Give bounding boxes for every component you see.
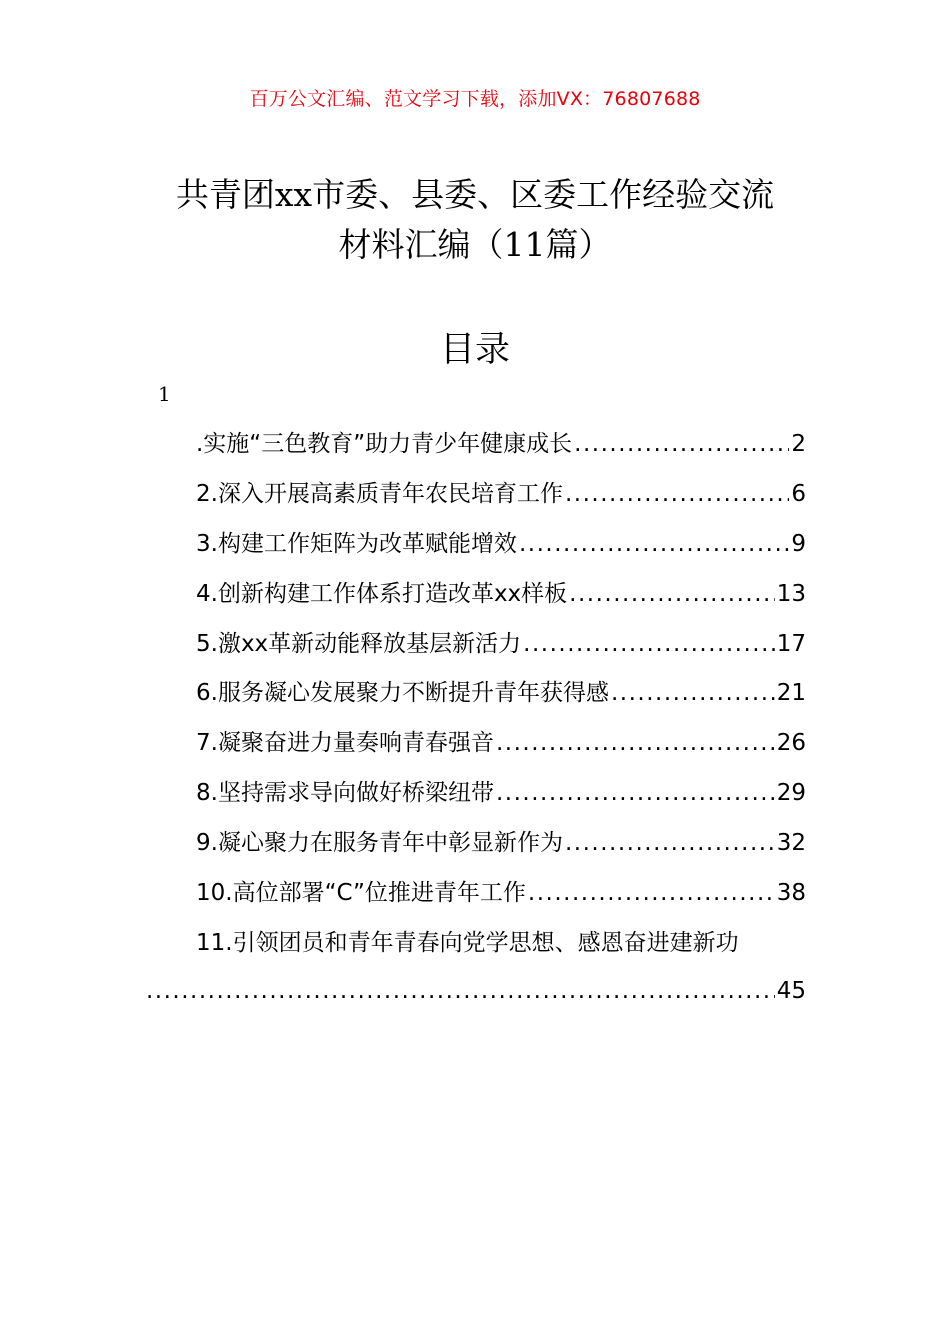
toc-leader-dots	[569, 570, 775, 620]
toc-leader-dots	[146, 966, 775, 1016]
toc-entry-11-continuation[interactable]	[146, 966, 806, 1016]
toc-leader-dots	[611, 669, 775, 719]
watermark-banner: 百万公文汇编、范文学习下载，添加VX：76807688	[249, 88, 701, 110]
toc-leader-dots	[523, 620, 775, 670]
stray-page-number: 1	[158, 382, 171, 406]
toc-entry-page: 6	[791, 480, 806, 507]
toc-entry-2[interactable]	[196, 470, 806, 520]
toc-entry-page: 26	[776, 730, 806, 757]
toc-entry-page: 13	[776, 580, 806, 607]
toc-entry-page: 32	[776, 830, 806, 857]
toc-entry-page: 17	[776, 630, 806, 657]
toc-entry-label: 8.坚持需求导向做好桥梁纽带	[196, 780, 494, 807]
toc-entry-label: 5.激xx革新动能释放基层新活力	[196, 630, 522, 657]
toc-entry-6[interactable]	[196, 669, 806, 719]
toc-leader-dots	[496, 719, 775, 769]
toc-entry-label: 10.高位部署“C”位推进青年工作	[196, 880, 526, 907]
toc-entry-1[interactable]	[196, 420, 806, 470]
toc-entry-page: 2	[791, 431, 806, 457]
toc-entry-page: 45	[776, 978, 806, 1004]
toc-entry-7[interactable]	[196, 719, 806, 769]
title-line-2: 材料汇编（11篇）	[338, 225, 612, 264]
toc-entry-label: 9.凝心聚力在服务青年中彰显新作为	[196, 830, 563, 857]
toc-leader-dots	[574, 420, 789, 470]
toc-entry-page: 29	[776, 780, 806, 807]
toc-entry-label: 11.引领团员和青年青春向党学思想、感恩奋进建新功	[196, 929, 739, 956]
toc-leader-dots	[528, 869, 775, 919]
toc-entry-label: 2.深入开展高素质青年农民培育工作	[196, 480, 563, 507]
document-title	[0, 170, 950, 270]
toc-entry-page: 21	[776, 680, 806, 707]
toc-heading: 目录	[439, 330, 510, 370]
toc-entry-3[interactable]	[196, 520, 806, 570]
toc-entry-8[interactable]	[196, 769, 806, 819]
toc-entry-11[interactable]	[196, 919, 806, 969]
toc-entry-4[interactable]	[196, 570, 806, 620]
title-line-1: 共青团xx市委、县委、区委工作经验交流	[175, 175, 775, 214]
toc-leader-dots	[565, 470, 789, 520]
toc-entry-label: .实施“三色教育”助力青少年健康成长	[196, 431, 573, 457]
toc-entry-label: 4.创新构建工作体系打造改革xx样板	[196, 580, 568, 607]
toc-entry-label: 3.构建工作矩阵为改革赋能增效	[196, 530, 517, 557]
toc-entry-10[interactable]	[196, 869, 806, 919]
toc-entry-5[interactable]	[196, 620, 806, 670]
toc-entry-label: 7.凝聚奋进力量奏响青春强音	[196, 730, 494, 757]
toc-leader-dots	[496, 769, 775, 819]
toc-leader-dots	[519, 520, 789, 570]
toc-entry-page: 9	[791, 530, 806, 557]
toc-entry-label: 6.服务凝心发展聚力不断提升青年获得感	[196, 680, 609, 707]
toc-leader-dots	[565, 819, 775, 869]
toc-entry-page: 38	[776, 880, 806, 907]
table-of-contents	[196, 420, 806, 969]
toc-entry-9[interactable]	[196, 819, 806, 869]
